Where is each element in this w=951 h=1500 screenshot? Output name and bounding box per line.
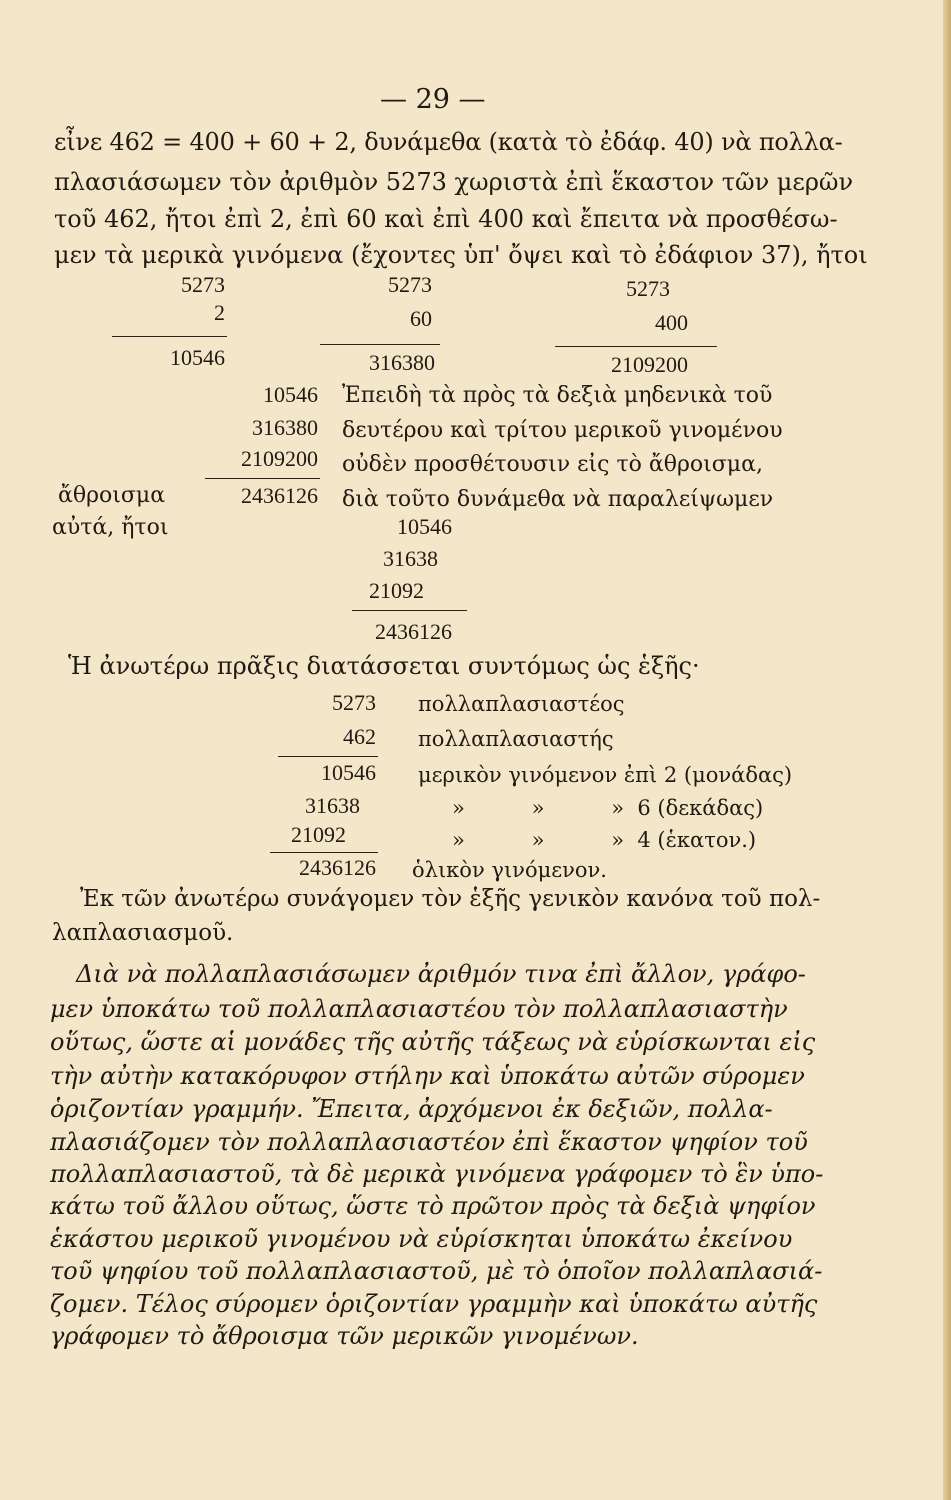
text-line: Ἐκ τῶν ἀνωτέρω συνάγομεν τὸν ἑξῆς γενικὸν κανόνα τοῦ πολ- xyxy=(80,886,821,912)
side-note-line: Ἐπειδὴ τὰ πρὸς τὰ δεξιὰ μηδενικὰ τοῦ xyxy=(342,383,773,408)
sum1-total: 2436126 xyxy=(241,483,318,508)
calc1-rule xyxy=(112,336,227,337)
rule-line: Διὰ νὰ πολλαπλασιάσωμεν ἀριθμόν τινα ἐπὶ ἄλλον, γράφο- xyxy=(76,960,806,988)
side-note-line: δευτέρου καὶ τρίτου μερικοῦ γινομένου xyxy=(342,418,783,443)
rule-line: πολλαπλασιαστοῦ, τὰ δὲ μερικὰ γινόμενα γράφομεν τὸ ἓν ὑπο- xyxy=(50,1160,824,1188)
sum2-total: 2436126 xyxy=(375,619,452,644)
layout-total: 2436126 xyxy=(299,855,376,880)
calc2-multiplier: 60 xyxy=(410,306,432,331)
calc3-multiplier: 400 xyxy=(655,310,688,335)
sum1-rule xyxy=(205,478,320,479)
sum2-line2: 31638 xyxy=(383,546,438,571)
rule-line: μεν ὑποκάτω τοῦ πολλαπλασιαστέου τὸν πολλαπλασιαστὴν xyxy=(50,995,788,1023)
text-line: τοῦ 462, ἤτοι ἐπὶ 2, ἐπὶ 60 καὶ ἐπὶ 400 καὶ ἔπειτα νὰ προσθέσω- xyxy=(54,205,838,233)
layout-partial-1-label: μερικὸν γινόμενον ἐπὶ 2 (μονάδας) xyxy=(418,763,793,787)
text-line: πλασιάσωμεν τὸν ἀριθμὸν 5273 χωριστὰ ἐπὶ ἕκαστον τῶν μερῶν xyxy=(54,168,854,196)
text-line: λαπλασιασμοῦ. xyxy=(52,920,234,946)
layout-partial-2: 31638 xyxy=(305,793,360,818)
layout-multiplicand: 5273 xyxy=(332,690,376,715)
calc1-multiplicand: 5273 xyxy=(181,272,225,297)
sum-label: ἄθροισμα xyxy=(58,483,166,508)
calc3-multiplicand: 5273 xyxy=(626,276,670,301)
sum1-line2: 316380 xyxy=(252,415,318,440)
rule-line: κάτω τοῦ ἄλλου οὕτως, ὥστε τὸ πρῶτον πρὸς τὰ δεξιὰ ψηφίον xyxy=(50,1192,816,1220)
rule-line: ἑκάστου μερικοῦ γινομένου νὰ εὑρίσκηται ὑποκάτω ἐκείνου xyxy=(50,1225,793,1253)
layout-partial-3: 21092 xyxy=(291,822,346,847)
calc2-multiplicand: 5273 xyxy=(388,272,432,297)
side-note-line: οὐδὲν προσθέτουσιν εἰς τὸ ἄθροισμα, xyxy=(342,452,763,477)
rule-line: ὁριζοντίαν γραμμήν. Ἔπειτα, ἀρχόμενοι ἐκ δεξιῶν, πολλα- xyxy=(50,1095,773,1123)
sum-label-2: αὐτά, ἤτοι xyxy=(52,515,169,540)
sum1-line3: 2109200 xyxy=(241,446,318,471)
layout-total-label: ὁλικὸν γινόμενον. xyxy=(412,858,607,882)
layout-multiplicand-label: πολλαπλασιαστέος xyxy=(418,692,625,716)
calc3-rule xyxy=(555,346,717,347)
rule-line: πλασιάζομεν τὸν πολλαπλασιαστέον ἐπὶ ἕκαστον ψηφίον τοῦ xyxy=(50,1128,808,1156)
text-line: μεν τὰ μερικὰ γινόμενα (ἔχοντες ὑπ' ὄψει καὶ τὸ ἐδάφιον 37), ἤτοι xyxy=(54,241,868,269)
page-edge xyxy=(943,0,951,1500)
intro-line: Ἡ ἀνωτέρω πρᾶξις διατάσσεται συντόμως ὡς ἑξῆς· xyxy=(68,652,700,680)
calc2-rule xyxy=(320,344,440,345)
text-line: εἶνε 462 = 400 + 60 + 2, δυνάμεθα (κατὰ τὸ ἐδάφ. 40) νὰ πολλα- xyxy=(54,128,843,156)
layout-partial-3-label: » » » 4 (ἑκατον.) xyxy=(452,828,757,852)
sum2-line1: 10546 xyxy=(397,514,452,539)
layout-rule-1 xyxy=(278,756,378,757)
layout-partial-1: 10546 xyxy=(321,760,376,785)
rule-line: οὕτως, ὥστε αἱ μονάδες τῆς αὐτῆς τάξεως νὰ εὑρίσκωνται εἰς xyxy=(50,1028,816,1056)
rule-line: γράφομεν τὸ ἄθροισμα τῶν μερικῶν γινομένων. xyxy=(50,1322,639,1350)
rule-line: τὴν αὐτὴν κατακόρυφον στήλην καὶ ὑποκάτω αὐτῶν σύρομεν xyxy=(50,1062,805,1090)
layout-rule-2 xyxy=(270,852,378,853)
sum2-rule xyxy=(352,610,467,611)
layout-multiplier-label: πολλαπλασιαστής xyxy=(418,727,614,751)
rule-line: τοῦ ψηφίου τοῦ πολλαπλασιαστοῦ, μὲ τὸ ὁποῖον πολλαπλασιά- xyxy=(50,1257,823,1285)
calc2-result: 316380 xyxy=(369,350,435,375)
page-number: — 29 — xyxy=(380,84,486,115)
rule-line: ζομεν. Τέλος σύρομεν ὁριζοντίαν γραμμὴν καὶ ὑποκάτω αὐτῆς xyxy=(50,1290,818,1318)
calc1-multiplier: 2 xyxy=(214,300,225,325)
calc3-result: 2109200 xyxy=(611,352,688,377)
layout-multiplier: 462 xyxy=(343,724,376,749)
sum2-line3: 21092 xyxy=(369,578,424,603)
layout-partial-2-label: » » » 6 (δεκάδας) xyxy=(452,796,764,820)
sum1-line1: 10546 xyxy=(263,382,318,407)
calc1-result: 10546 xyxy=(170,345,225,370)
side-note-line: διὰ τοῦτο δυνάμεθα νὰ παραλείψωμεν xyxy=(342,487,774,512)
